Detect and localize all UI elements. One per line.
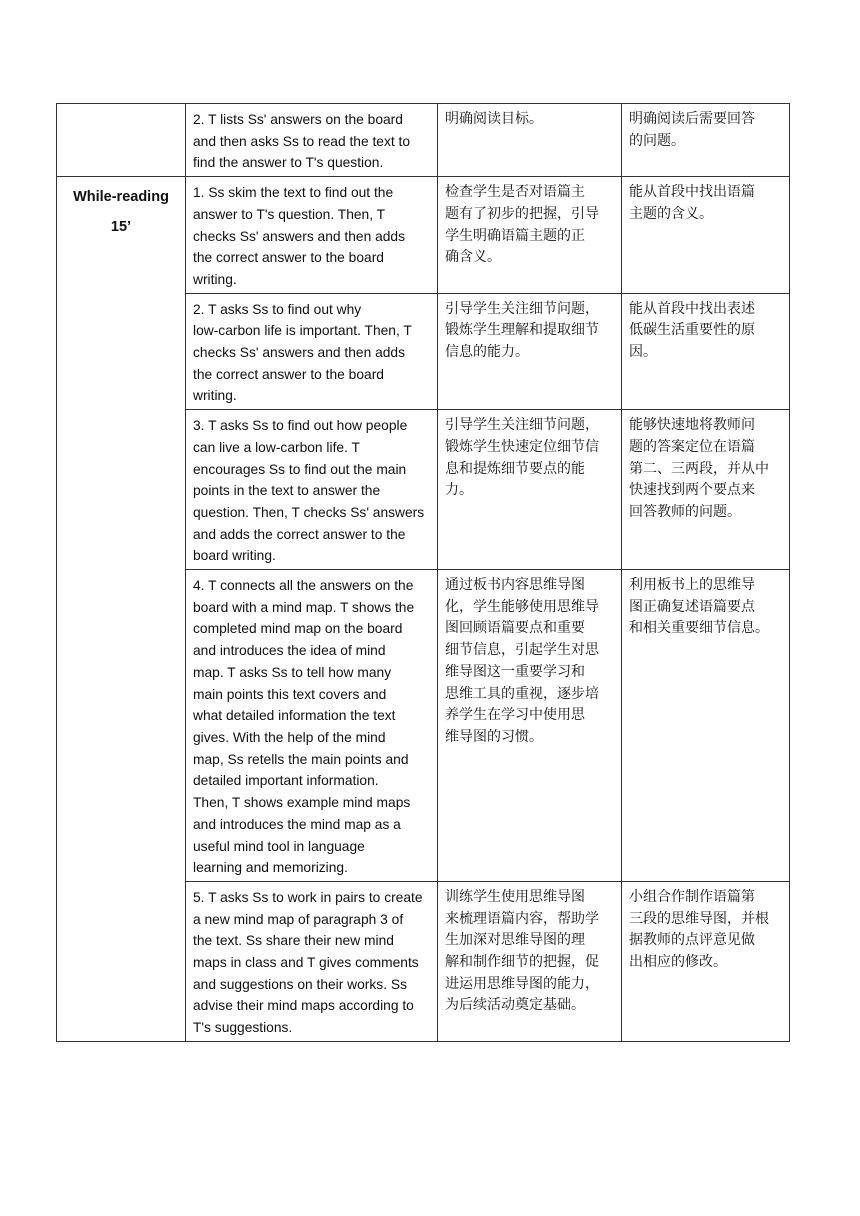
purpose-text: 训练学生使用思维导图 来梳理语篇内容，帮助学 生加深对思维导图的理 解和制作细节的把握，促 进运用思维导图的能力， 为后续活动奠定基础。: [445, 888, 599, 1014]
activity-text: 2. T asks Ss to find out why low-carbon life is important. Then, T checks Ss' answers and then adds the correct answer to the board writing.: [193, 301, 412, 404]
activity-text: 1. Ss skim the text to find out the answer to T's question. Then, T checks Ss' answers and then adds the correct answer to the board writing.: [193, 185, 406, 287]
purpose-cell: [438, 177, 622, 294]
outcome-text: 小组合作制作语篇第 三段的思维导图，并根 据教师的点评意见做 出相应的修改。: [629, 888, 769, 971]
outcome-text: 能够快速地将教师问 题的答案定位在语篇 第二、三两段，并从中 快速找到两个要点来 回答教师的问题。: [629, 417, 769, 520]
outcome-text: 利用板书上的思维导 图正确复述语篇要点 和相关重要细节信息。: [629, 577, 769, 637]
activity-text: 2. T lists Ss' answers on the board and then asks Ss to read the text to find the answer to T's question.: [193, 112, 411, 171]
outcome-text: 明确阅读后需要回答 的问题。: [629, 111, 755, 149]
purpose-cell: [438, 410, 622, 570]
purpose-text: 明确阅读目标。: [445, 111, 543, 127]
activity-cell: [186, 293, 438, 410]
activity-cell: [186, 177, 438, 294]
stage-name: While-reading: [73, 189, 169, 206]
outcome-text: 能从首段中找出表述 低碳生活重要性的原 因。: [629, 300, 755, 361]
outcome-cell: [622, 410, 790, 570]
lesson-plan-table: [56, 103, 790, 1042]
purpose-cell: [438, 293, 622, 410]
stage-cell: [57, 177, 186, 1042]
stage-time: 15’: [110, 219, 132, 236]
outcome-cell: [622, 570, 790, 882]
table-row: [57, 177, 790, 294]
activity-text: 4. T connects all the answers on the board with a mind map. T shows the completed mind map on the board and introduces the idea of mind map. T asks Ss to tell how many main points this text covers and what detailed information the text gives. With the help of the mind map, Ss retells the main points and detailed important information. Then, T shows example mind maps and introduces the mind map as a useful mind tool in language learning and memorizing.: [193, 578, 415, 876]
activity-cell: [186, 104, 438, 177]
outcome-cell: [622, 177, 790, 294]
activity-text: 5. T asks Ss to work in pairs to create a new mind map of paragraph 3 of the text. Ss share their new mind maps in class and T gives comments and suggestions on their works. Ss advise their mind maps according to T's suggestions.: [193, 889, 423, 1036]
purpose-text: 引导学生关注细节问题， 锻炼学生理解和提取细节 信息的能力。: [445, 300, 599, 361]
stage-cell-empty: [57, 104, 186, 177]
purpose-cell: [438, 104, 622, 177]
activity-cell: [186, 410, 438, 570]
activity-text: 3. T asks Ss to find out how people can live a low-carbon life. T encourages Ss to find out the main points in the text to answer the question. Then, T checks Ss' answers and adds the correct answer to the board writing.: [193, 418, 425, 564]
purpose-text: 通过板书内容思维导图 化，学生能够使用思维导 图回顾语篇要点和重要 细节信息，引起学生对思 维导图这一重要学习和 思维工具的重视，逐步培 养学生在学习中使用思 维导图的习惯。: [445, 577, 599, 745]
activity-cell: [186, 881, 438, 1041]
outcome-cell: [622, 881, 790, 1041]
purpose-cell: [438, 881, 622, 1041]
outcome-cell: [622, 104, 790, 177]
activity-cell: [186, 570, 438, 882]
purpose-cell: [438, 570, 622, 882]
table-row: [57, 104, 790, 177]
purpose-text: 检查学生是否对语篇主 题有了初步的把握，引导 学生明确语篇主题的正 确含义。: [445, 184, 599, 266]
outcome-text: 能从首段中找出语篇 主题的含义。: [629, 184, 755, 222]
outcome-cell: [622, 293, 790, 410]
purpose-text: 引导学生关注细节问题， 锻炼学生快速定位细节信 息和提炼细节要点的能 力。: [445, 417, 599, 499]
